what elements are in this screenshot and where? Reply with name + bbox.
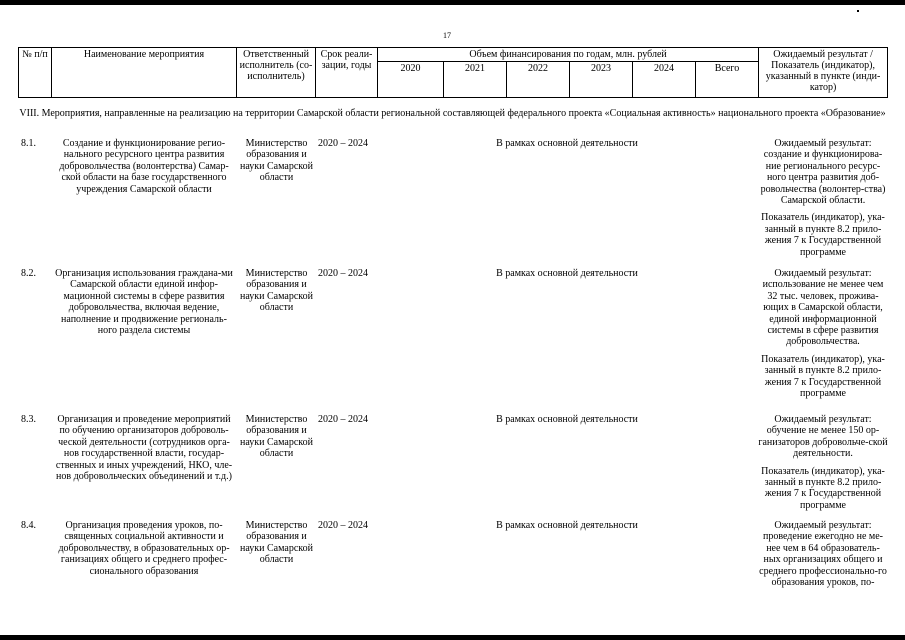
row-financing: В рамках основной деятельности [496,268,638,279]
indicator-text: Показатель (индикатор), ука-занный в пункте 8.2 прило-жения 7 к Государственной программе [761,212,885,258]
scan-dot [857,10,859,12]
table-header [18,47,888,98]
header-result: Ожидаемый результат / Показатель (индикатор), указанный в пункте (инди-катор) [759,48,888,98]
row-name: Создание и функционирование регио-нального ресурсного центра развития добровольчества (волонтерства) Самар-ской области на базе государственного учреждения Самарской области [59,138,229,195]
top-border [0,0,905,5]
row-name: Организация и проведение мероприятий по обучению организаторов доброволь-ческой деятельности (сотрудников орга-нов государственной власти, государ-ственных и иных учреждений, НКО, чле-нов добровольческих объединений и т.д.) [55,414,233,483]
row-number: 8.2. [21,268,36,279]
row-term: 2020 – 2024 [318,414,368,425]
indicator-text: Показатель (индикатор), ука-занный в пункте 8.2 прило-жения 7 к Государственной программе [761,353,885,400]
header-term: Срок реали-зации, годы [316,48,378,98]
header-total: Всего [696,62,759,98]
row-number: 8.3. [21,414,36,425]
row-result [758,138,888,264]
indicator-text: Показатель (индикатор), ука-занный в пункте 8.2 прило-жения 7 к Государственной программе [761,465,885,511]
header-financing: Объем финансирования по годам, млн. рублей [378,48,759,62]
page-number: 17 [443,31,451,40]
bottom-border [0,635,905,640]
header-year: 2020 [378,62,444,98]
row-name: Организация проведения уроков, по-священных социальной активности и добровольчеству, в образовательных ор-ганизациях общего и среднего профес-сионального образования [58,520,230,577]
row-name: Организация использования граждана-ми Самарской области единой инфор-мационной системы в сфере развития добровольчества, включая ведение, наполнение и продвижение региональ-ного раздела системы [55,268,233,337]
result-text: Ожидаемый результат: создание и функционирова-ние регионального ресурс-ного центра развития доб-ровольчества (волонтер-ства) Самарской области. [760,138,886,207]
row-number: 8.4. [21,520,36,531]
row-financing: В рамках основной деятельности [496,414,638,425]
header-num: № п/п [19,48,52,98]
header-year: 2022 [507,62,570,98]
header-year: 2023 [570,62,633,98]
row-term: 2020 – 2024 [318,268,368,279]
header-year: 2024 [633,62,696,98]
result-text: Ожидаемый результат: проведение ежегодно не ме-нее чем в 64 образователь-ных организациях общего и среднего профессионально-го образования уроков, по- [759,520,887,589]
row-executor: Министерство образования и науки Самарской области [240,138,313,184]
header-exec: Ответственный исполнитель (со-исполнитель) [237,48,316,98]
row-executor: Министерство образования и науки Самарской области [240,268,313,314]
header-year: 2021 [444,62,507,98]
row-result [758,268,888,405]
row-financing: В рамках основной деятельности [496,520,638,531]
result-text: Ожидаемый результат: обучение не менее 150 ор-ганизаторов добровольче-ской деятельности. [758,414,888,460]
row-executor: Министерство образования и науки Самарской области [240,414,313,460]
row-result [758,520,888,594]
row-number: 8.1. [21,138,36,149]
row-executor: Министерство образования и науки Самарской области [240,520,313,566]
header-name: Наименование мероприятия [52,48,237,98]
row-financing: В рамках основной деятельности [496,138,638,149]
row-term: 2020 – 2024 [318,138,368,149]
result-text: Ожидаемый результат: использование не менее чем 32 тыс. человек, прожива-ющих в Самарской области, единой информационной системы в сфере развития добровольчества. [762,268,884,348]
row-term: 2020 – 2024 [318,520,368,531]
row-result [758,414,888,517]
section-title: VIII. Мероприятия, направленные на реализацию на территории Самарской области региональной составляющей федерального проекта «Социальная активность» национального проекта «Образование» [19,108,886,119]
